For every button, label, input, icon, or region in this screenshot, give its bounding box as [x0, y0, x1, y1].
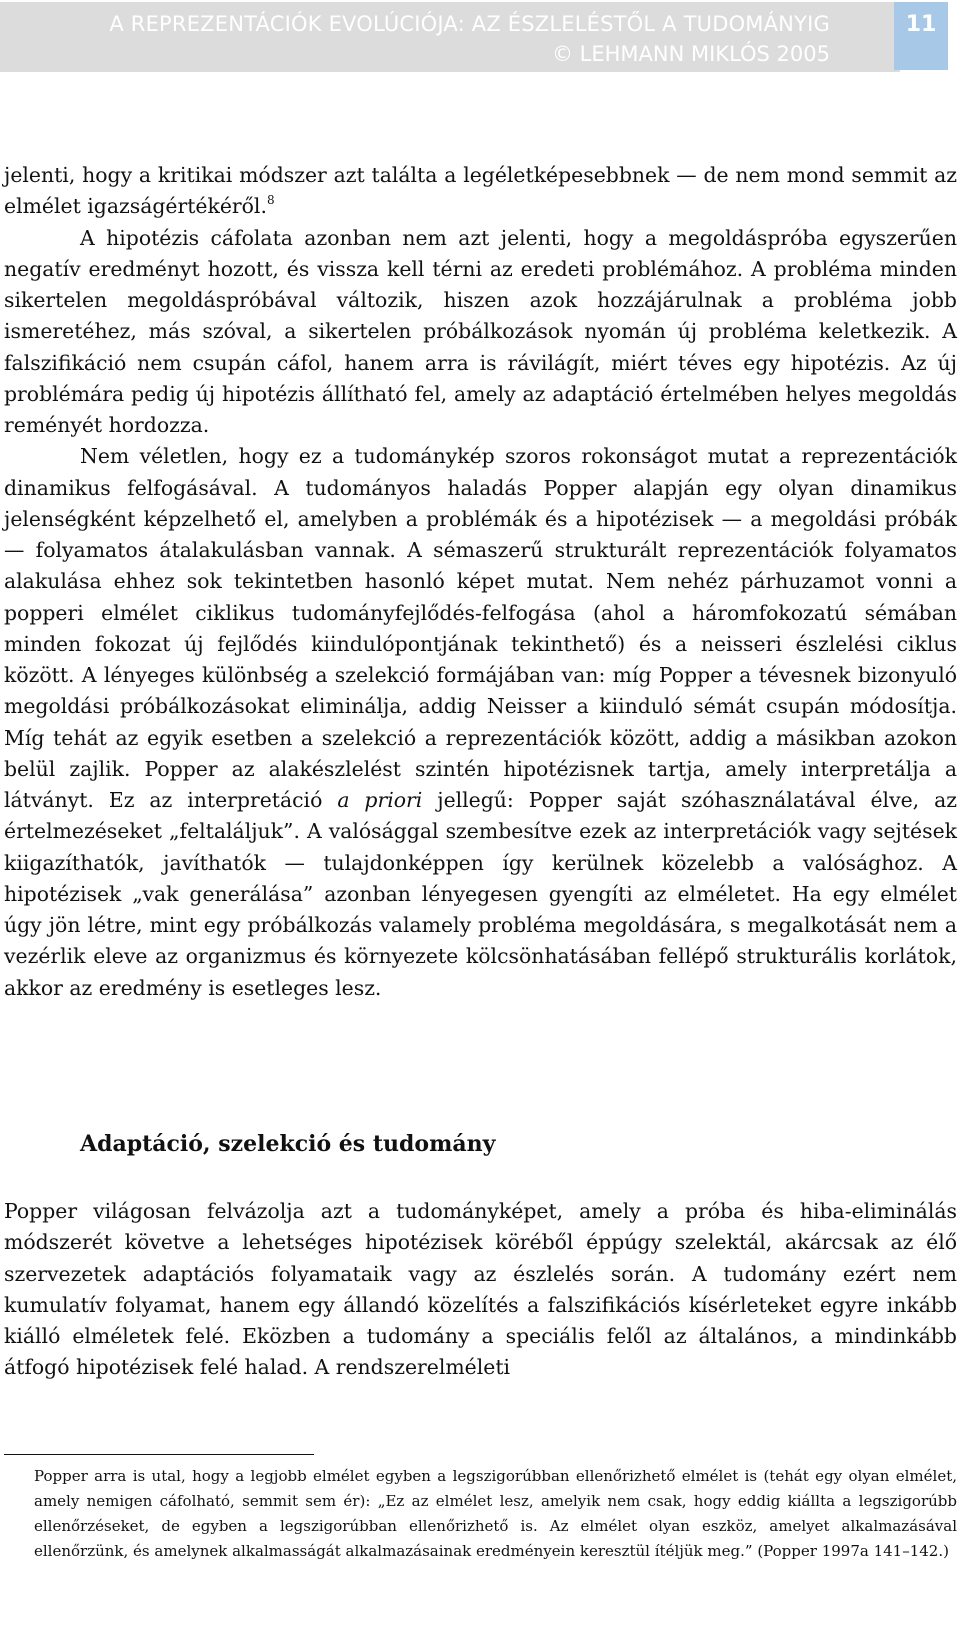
paragraph [4, 441, 957, 1004]
page-number: 11 [905, 12, 937, 37]
running-title: A REPREZENTÁCIÓK EVOLÚCIÓJA: AZ ÉSZLELÉSTŐL A TUDOMÁNYIG [109, 12, 830, 36]
body-text [4, 160, 957, 1004]
page-number-box [894, 2, 948, 70]
paragraph-text: jelenti, hogy a kritikai módszer azt találta a legéletképesebbnek — de nem mond semmit az elmélet igazságértékéről. [4, 163, 957, 219]
footnote-ref[interactable]: 8 [266, 193, 275, 208]
paragraph-continued [4, 160, 957, 223]
paragraph-text: jellegű: Popper saját szóhasználatával élve, az értelmezéseket „feltaláljuk”. A valósággal szembesítve ezek az interpretációk vagy sejtések kiigazíthatók, javíthatók — tulajdonképpen így kerülnek közelebb a valósághoz. A hipotézisek „vak generálása” azonban lényegesen gyengíti az elméletet. Ha egy elmélet úgy jön létre, mint egy próbálkozás valamely probléma megoldására, s megalkotását nem a vezérlik eleve az organizmus és környezete kölcsönhatásában fellépő strukturális korlátok, akkor az eredmény is esetleges lesz. [4, 788, 957, 1000]
paragraph-text: Nem véletlen, hogy ez a tudománykép szoros rokonságot mutat a reprezentációk dinamikus felfogásával. A tudományos haladás Popper alapján egy olyan dinamikus jelenségként képzelhető el, amelyben a problémák és a hipotézisek — a megoldási próbák — folyamatos átalakulásban vannak. A sémaszerű strukturált reprezentációk folyamatos alakulása ehhez sok tekintetben hasonló képet mutat. Nem nehéz párhuzamot vonni a popperi elmélet ciklikus tudományfejlődés-felfogása (ahol a háromfokozatú sémában minden fokozat új fejlődés kiindulópontjának tekinthető) és a neisseri észlelési ciklus között. A lényeges különbség a szelekció formájában van: míg Popper a tévesnek bizonyuló megoldási próbálkozásokat eliminálja, addig Neisser a kiinduló sémát csupán módosítja. Míg tehát az egyik esetben a szelekció a reprezentációk között, addig a másikban azokon belül zajlik. Popper az alakészlelést szintén hipotézisnek tartja, amely interpretálja a látványt. Ez az interpretáció [4, 444, 957, 812]
footnote-number [4, 1464, 34, 1489]
footnote [4, 1464, 957, 1564]
header-band [0, 2, 900, 72]
page-header [0, 2, 958, 72]
running-author: © LEHMANN MIKLÓS 2005 [551, 42, 830, 66]
paragraph: Popper világosan felvázolja azt a tudományképet, amely a próba és hiba-eliminálás módszerét követve a lehetséges hipotézisek köréből éppúgy szelektál, akárcsak az élő szervezetek adaptációs folyamataik vagy az észlelés során. A tudomány ezért nem kumulatív folyamat, hanem egy állandó közelítés a falszifikációs kísérleteket egyre inkább kiálló elméletek felé. Eközben a tudomány a speciális felől az általános, a mindinkább átfogó hipotézisek felé halad. A rendszerelméleti [4, 1199, 957, 1380]
footnote-text: Popper arra is utal, hogy a legjobb elmélet egyben a legszigorúbban ellenőrizhető elmélet is (tehát egy olyan elmélet, amely nemigen cáfolható, semmit sem ér): „Ez az elmélet lesz, amelyik nem csak, hogy eddig kiállta a legszigorúbb ellenőrzéseket, de egyben a legszigorúbban ellenőrizhető is. Az elmélet olyan eszköz, amelyet alkalmazásával ellenőrzünk, és amelynek alkalmasságát alkalmazásainak eredményein keresztül ítéljük meg.” (Popper 1997a 141–142.) [34, 1467, 957, 1560]
italic-term: a priori [337, 788, 423, 812]
paragraph: A hipotézis cáfolata azonban nem azt jelenti, hogy a megoldáspróba egyszerűen negatív eredményt hozott, és vissza kell térni az eredeti problémához. A probléma minden sikertelen megoldáspróbával változik, hiszen azok hozzájárulnak a probléma jobb ismeretéhez, más szóval, a sikertelen próbálkozások nyomán új probléma keletkezik. A falszifikáció nem csupán cáfol, hanem arra is rávilágít, miért téves egy hipotézis. Az új problémára pedig új hipotézis állítható fel, amely az adaptáció értelmében helyes megoldás reményét hordozza. [4, 225, 957, 437]
footnote-divider [4, 1454, 314, 1455]
section-body [4, 1196, 957, 1384]
footnote-body [4, 1464, 957, 1564]
section-heading: Adaptáció, szelekció és tudomány [80, 1131, 496, 1157]
